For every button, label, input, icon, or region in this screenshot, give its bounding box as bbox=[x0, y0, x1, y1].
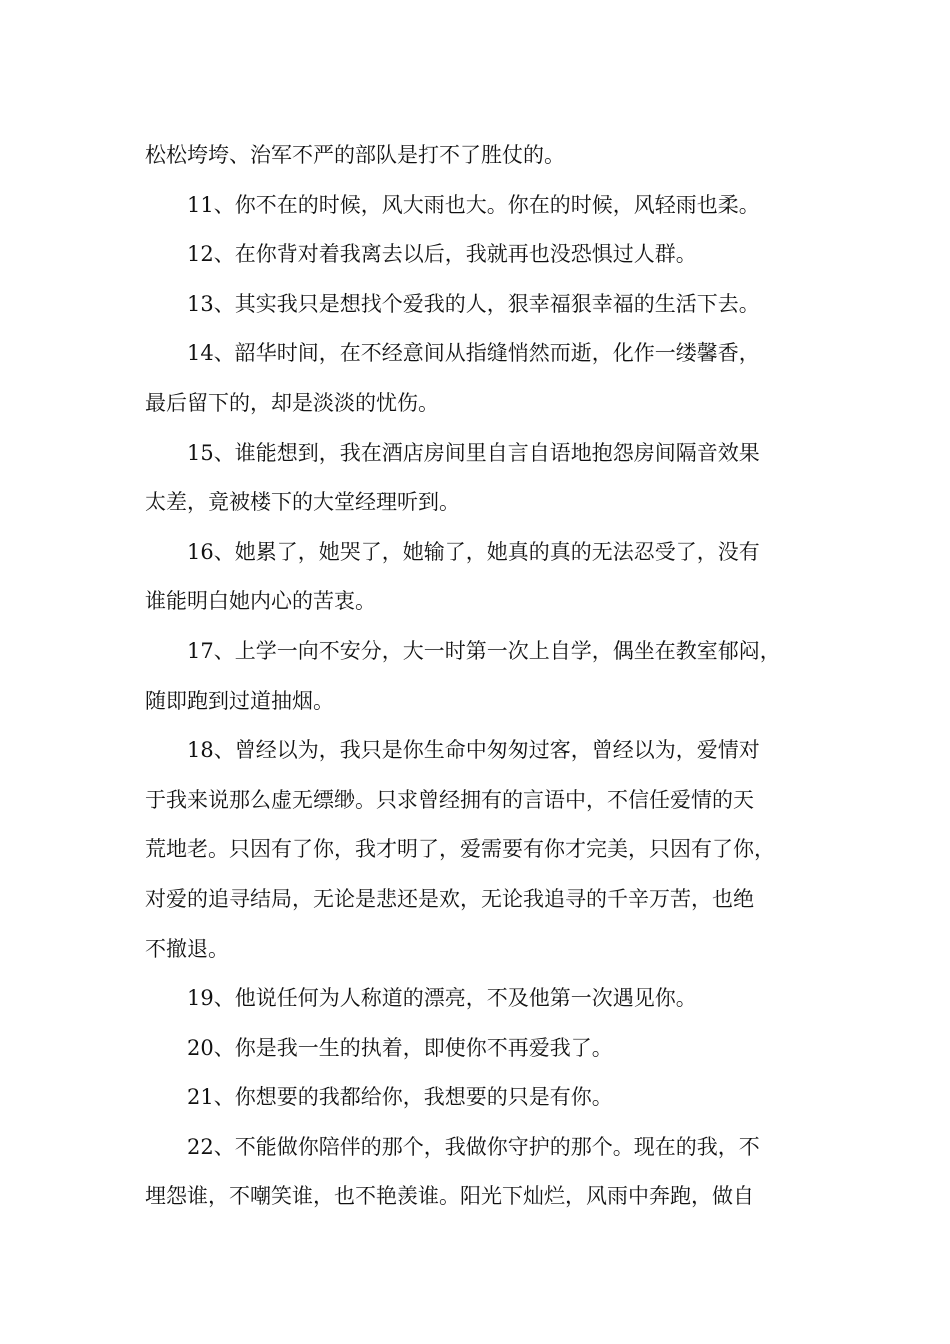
paragraph-continuation: 松松垮垮、治军不严的部队是打不了胜仗的。 bbox=[145, 143, 565, 167]
paragraph-18: 18、曾经以为，我只是你生命中匆匆过客，曾经以为，爱情对 于我来说那么虚无缥缈。只求曾经拥有的言语中，不信任爱情的天 荒地老。只因有了你，我才明了，爱需要有你才完美，只因有了你， 对爱的追寻结局，无论是悲还是欢，无论我追寻的千辛万苦，也绝 不撤退。 bbox=[145, 738, 775, 961]
paragraph-17: 17、上学一向不安分，大一时第一次上自学，偶坐在教室郁闷， 随即跑到过道抽烟。 bbox=[145, 638, 781, 713]
paragraph-13: 13、其实我只是想找个爱我的人，狠幸福狠幸福的生活下去。 bbox=[187, 291, 760, 316]
paragraph-21: 21、你想要的我都给你，我想要的只是有你。 bbox=[187, 1085, 613, 1110]
paragraph-19: 19、他说任何为人称道的漂亮，不及他第一次遇见你。 bbox=[187, 986, 697, 1011]
paragraph-11: 11、你不在的时候，风大雨也大。你在的时候，风轻雨也柔。 bbox=[187, 192, 760, 217]
paragraph-20: 20、你是我一生的执着，即使你不再爱我了。 bbox=[187, 1035, 613, 1060]
paragraph-12: 12、在你背对着我离去以后，我就再也没恐惧过人群。 bbox=[187, 242, 697, 267]
paragraph-15: 15、谁能想到，我在酒店房间里自言自语地抱怨房间隔音效果 太差，竟被楼下的大堂经理听到。 bbox=[145, 440, 760, 515]
document-body bbox=[145, 131, 810, 1222]
paragraph-22: 22、不能做你陪伴的那个，我做你守护的那个。现在的我，不 埋怨谁，不嘲笑谁，也不艳羡谁。阳光下灿烂，风雨中奔跑，做自 bbox=[145, 1134, 760, 1209]
paragraph-14: 14、韶华时间，在不经意间从指缝悄然而逝，化作一缕馨香， 最后留下的，却是淡淡的忧伤。 bbox=[145, 341, 760, 415]
paragraph-16: 16、她累了，她哭了，她输了，她真的真的无法忍受了，没有 谁能明白她内心的苦衷。 bbox=[145, 539, 760, 614]
